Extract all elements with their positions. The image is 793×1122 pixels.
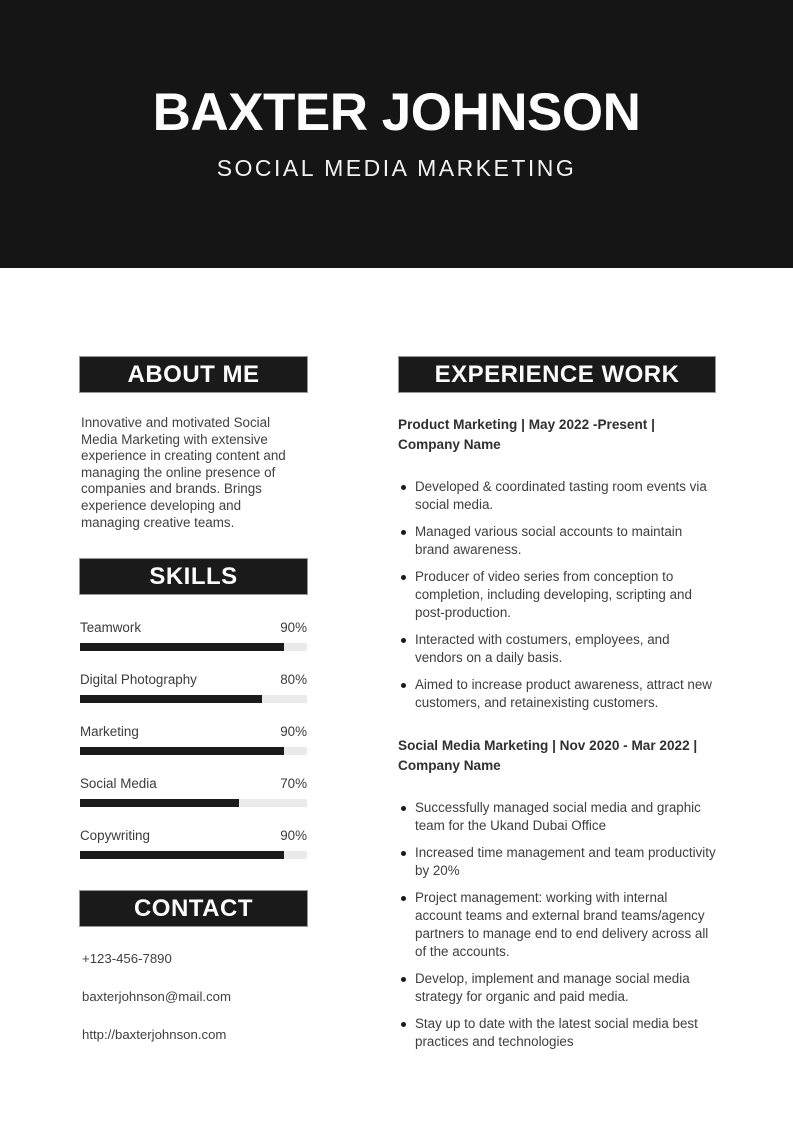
bullet-item [398,970,716,1006]
bullet-item [398,1015,716,1051]
experience-heading: EXPERIENCE WORK [434,360,680,388]
contact-heading-banner [79,890,308,927]
skill-label: Marketing [80,724,139,740]
skill-bar-fill [80,695,262,703]
bullet-dot-icon [401,851,406,856]
bullet-text: Interacted with costumers, employees, and vendors on a daily basis. [415,632,670,665]
job-title [398,736,716,776]
contact-phone: +123-456-7890 [82,951,172,967]
skill-percent: 90% [280,724,307,740]
bullet-text: Producer of video series from conception to completion, including developing, scripting and post-production. [415,569,692,620]
contact-section [79,890,308,1042]
bullet-item [398,568,716,622]
about-heading: ABOUT ME [127,360,260,388]
skill-bar-fill [80,643,284,651]
skills-list [79,620,308,859]
bullet-item [398,523,716,559]
bullet-text: Develop, implement and manage social media strategy for organic and paid media. [415,971,690,1004]
about-section [79,356,308,531]
skill-label: Teamwork [80,620,142,636]
contact-list [79,951,308,1042]
person-name: BAXTER JOHNSON [152,83,641,142]
about-text: Innovative and motivated Social Media Marketing with extensive experience in creating content and managing the online presence of companies and brands. Brings experience developing and managing creative teams. [81,415,286,530]
skill-percent: 80% [280,672,307,688]
job-bullet-list [398,799,716,1051]
bullet-dot-icon [401,530,406,535]
job-title-line: Company Name [398,437,501,452]
experience-heading-banner [398,356,716,393]
skill-row [80,620,307,651]
skill-percent: 90% [280,620,307,636]
skill-bar-track [80,851,307,859]
bullet-dot-icon [401,575,406,580]
job-title [398,415,716,455]
skill-bar-fill [80,747,284,755]
skill-bar-track [80,695,307,703]
skill-row [80,828,307,859]
skill-label: Digital Photography [80,672,197,688]
skill-row [80,724,307,755]
skill-label: Social Media [80,776,157,792]
bullet-dot-icon [401,683,406,688]
about-heading-banner [79,356,308,393]
bullet-dot-icon [401,485,406,490]
bullet-item [398,478,716,514]
skill-bar-fill [80,799,239,807]
bullet-dot-icon [401,638,406,643]
bullet-item [398,799,716,835]
job-title-line: Company Name [398,758,501,773]
bullet-text: Project management: working with internal account teams and external brand teams/agency partners to manage end to end delivery across all of the accounts. [415,890,709,959]
contact-website: http://baxterjohnson.com [82,1027,227,1043]
skills-section [79,558,308,859]
left-column [79,356,308,1065]
contact-heading: CONTACT [133,894,254,922]
skill-row [80,776,307,807]
person-role: SOCIAL MEDIA MARKETING [216,155,577,181]
skill-percent: 90% [280,828,307,844]
content-columns [0,268,793,1065]
bullet-item [398,844,716,880]
skills-heading-banner [79,558,308,595]
job-bullet-list [398,478,716,712]
bullet-text: Aimed to increase product awareness, attract new customers, and retainexisting customers. [415,677,712,710]
bullet-dot-icon [401,977,406,982]
skill-bar-track [80,799,307,807]
skill-bar-track [80,747,307,755]
skill-percent: 70% [280,776,307,792]
bullet-text: Developed & coordinated tasting room events via social media. [415,479,707,512]
bullet-dot-icon [401,896,406,901]
job-title-line: Social Media Marketing | Nov 2020 - Mar 2022 | [398,738,698,753]
bullet-dot-icon [401,806,406,811]
bullet-item [398,889,716,961]
right-column [398,356,716,1065]
skill-bar-fill [80,851,284,859]
bullet-text: Managed various social accounts to maintain brand awareness. [415,524,683,557]
skill-row [80,672,307,703]
bullet-text: Stay up to date with the latest social media best practices and technologies [415,1016,698,1049]
experience-section [398,356,716,1051]
job-entry [398,415,716,712]
bullet-item [398,676,716,712]
bullet-dot-icon [401,1022,406,1027]
contact-email: baxterjohnson@mail.com [82,989,231,1005]
bullet-text: Increased time management and team productivity by 20% [415,845,716,878]
skill-label: Copywriting [80,828,150,844]
skills-heading: SKILLS [149,562,238,590]
hero-header [0,0,793,268]
job-title-line: Product Marketing | May 2022 -Present | [398,417,655,432]
skill-bar-track [80,643,307,651]
bullet-item [398,631,716,667]
bullet-text: Successfully managed social media and graphic team for the Ukand Dubai Office [415,800,701,833]
job-entry [398,736,716,1051]
